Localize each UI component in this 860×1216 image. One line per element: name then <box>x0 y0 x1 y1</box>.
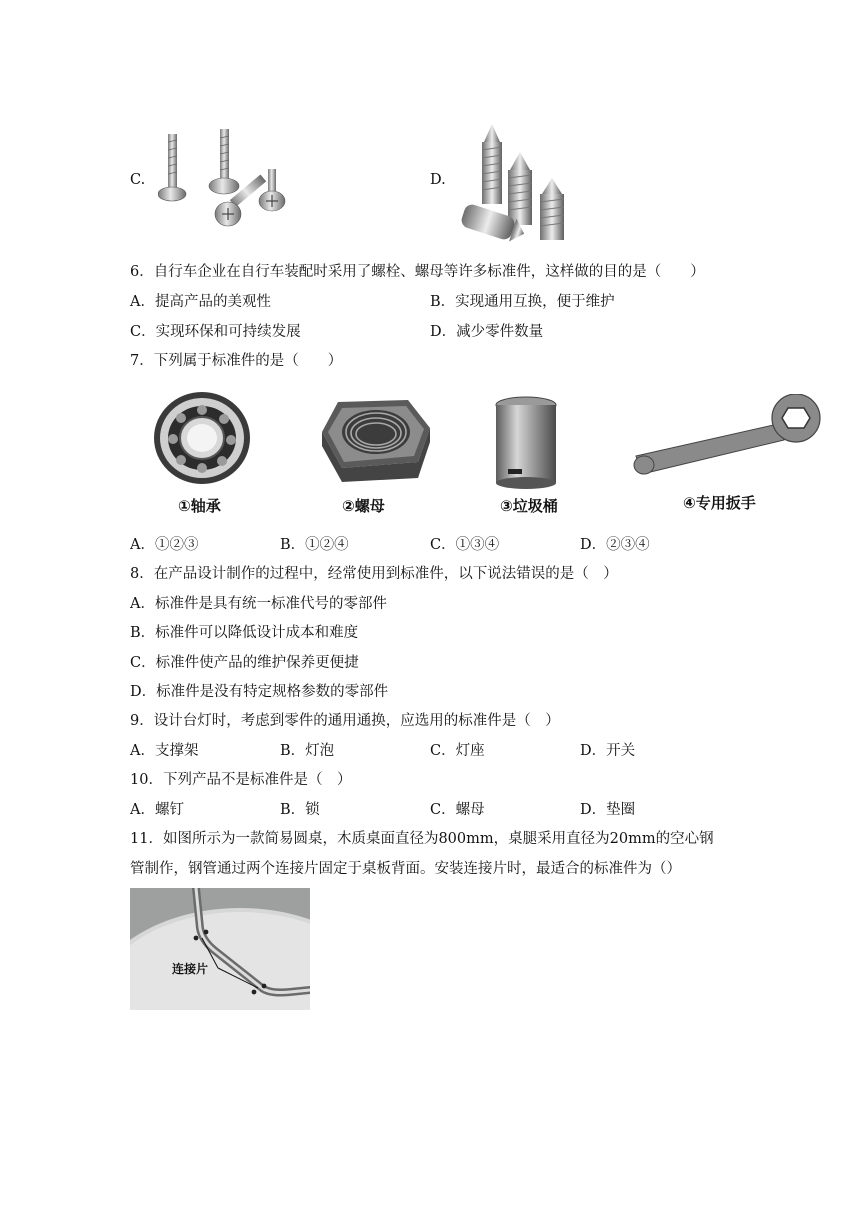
q8-option-a: A．标准件是具有统一标准代号的零部件 <box>130 596 387 612</box>
q8-option-d: D．标准件是没有特定规格参数的零部件 <box>130 684 389 700</box>
q8-stem: 8．在产品设计制作的过程中，经常使用到标准件，以下说法错误的是（ ） <box>130 566 618 582</box>
q10-option-d: D．垫圈 <box>580 802 636 818</box>
q7-option-d: D．②③④ <box>580 537 650 553</box>
q9-option-c: C．灯座 <box>430 743 485 759</box>
screws-image <box>158 124 290 232</box>
q10-option-c: C．螺母 <box>430 802 485 818</box>
caption-nut: ②螺母 <box>342 497 385 515</box>
caption-trash-can: ③垃圾桶 <box>500 497 558 515</box>
q8-option-c: C．标准件使产品的维护保养更便捷 <box>130 655 359 671</box>
q6-option-b: B．实现通用互换，便于维护 <box>430 294 615 310</box>
q11-stem-line2: 管制作，钢管通过两个连接片固定于桌板背面。安装连接片时，最适合的标准件为（） <box>130 861 681 877</box>
q6-option-d: D．减少零件数量 <box>430 324 544 340</box>
q7-option-b: B．①②④ <box>280 537 349 553</box>
q7-stem: 7．下列属于标准件的是（ ） <box>130 353 343 369</box>
q9-option-a: A．支撑架 <box>130 743 199 759</box>
table-connector-image <box>130 888 310 1010</box>
connector-label: 连接片 <box>172 962 209 976</box>
q6-option-a: A．提高产品的美观性 <box>130 294 271 310</box>
q9-option-d: D．开关 <box>580 743 636 759</box>
set-screws-image <box>458 122 573 246</box>
caption-bearing: ①轴承 <box>178 497 221 515</box>
q10-option-b: B．锁 <box>280 802 320 818</box>
trash-can-image <box>490 393 562 493</box>
q6-stem: 6．自行车企业在自行车装配时采用了螺栓、螺母等许多标准件，这样做的目的是（ ） <box>130 264 705 280</box>
q7-option-c: C．①③④ <box>430 537 500 553</box>
q10-stem: 10．下列产品不是标准件是（ ） <box>130 772 352 788</box>
q9-stem: 9．设计台灯时，考虑到零件的通用通换，应选用的标准件是（ ） <box>130 713 560 729</box>
q5-option-d-label: D. <box>430 172 446 188</box>
q7-option-a: A．①②③ <box>130 537 199 553</box>
q8-option-b: B．标准件可以降低设计成本和难度 <box>130 625 359 641</box>
q11-stem-line1: 11．如图所示为一款简易圆桌，木质桌面直径为800mm，桌腿采用直径为20mm的空心钢 <box>130 831 714 847</box>
wrench-image <box>628 394 824 476</box>
q5-option-c-label: C. <box>130 172 146 188</box>
q10-option-a: A．螺钉 <box>130 802 184 818</box>
q9-option-b: B．灯泡 <box>280 743 335 759</box>
bearing-image <box>140 386 260 491</box>
q6-option-c: C．实现环保和可持续发展 <box>130 324 301 340</box>
caption-wrench: ④专用扳手 <box>683 494 756 512</box>
nut-image <box>308 392 440 484</box>
